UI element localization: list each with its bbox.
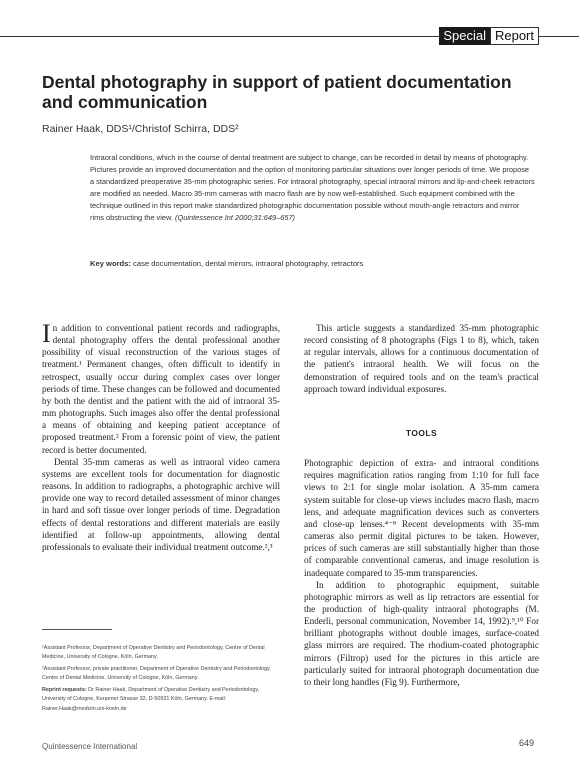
journal-name: Quintessence International [42, 742, 138, 751]
paragraph-cameras: Dental 35-mm cameras as well as intraoral video camera systems are excellent tools for documentation for diagnostic reasons. In addition to radiographs, a photographic archive will provide one way to record detailed assessment of minor changes in hard and soft tissue over longer periods of time. Degradation effects of dental restorations and different materials are easily identified at follow-up appointments, allowing dental professionals to evaluate their individual treatment outcome.²,³ [42, 456, 280, 552]
abstract [90, 152, 535, 225]
page-number: 649 [519, 738, 535, 748]
body-column-left [42, 319, 280, 553]
reprint-requests [42, 686, 280, 713]
keywords-text: case documentation, dental mirrors, intraoral photography, retractors [130, 259, 364, 268]
section-heading-tools: TOOLS [405, 427, 438, 438]
paragraph-suggestion: This article suggests a standardized 35-mm photographic record consisting of 8 photographs (Figs 1 to 8), which, taken at regular intervals, allows for a continuous documentation of the patient's intraoral health. We will focus on the demonstration of required tools and on the team's practical approach toward individual exposures. [304, 323, 539, 394]
footnote-1: ¹Assistant Professor, Department of Operative Dentistry and Periodontology, Centre of Dental Medicine, University of Cologne, Köln, Germany. [42, 645, 265, 661]
paragraph-mirrors: In addition to photographic equipment, suitable photographic mirrors as well as lip retractors are essential for the production of high-quality intraoral photographs (M. Enderli, personal communication, November 14, 1992).⁹,¹⁰ For brilliant photographs without double images, surface-coated glass mirrors are required. The rhodium-coated photographic mirrors (Filtrop) used for the pictures in this article are particularly suited for intraoral photograph documentation due to their long handles (Fig 9). Furthermore, [304, 579, 539, 687]
article-title: Dental photography in support of patient documentation and communication [42, 72, 512, 112]
drop-cap: I [42, 319, 51, 348]
article-authors: Rainer Haak, DDS¹/Christof Schirra, DDS² [42, 123, 239, 135]
reprint-label: Reprint requests: [42, 687, 87, 694]
keywords [90, 259, 535, 268]
abstract-text: Intraoral conditions, which in the course of dental treatment are subject to change, can be recorded in detail by means of photography. Pictures provide an improved documentation and the option of monitoring particular situations over longer periods of time. We propose a standardized preoperative 35-mm photographic series. For intraoral photography, special intraoral mirrors and lip-and-cheek retractors are modified as needed. Macro 35-mm cameras with macro flash are by now well-established. Such equipment combined with the technique outlined in this report make standardized photographic documentation possible without mouth-angle retractors and mirror rims obstructing the view. [90, 153, 535, 223]
reprint-text: Dr Rainer Haak, Department of Operative Dentistry and Periodontology, University of Cologne, Kerpener Strasse 32, D-50931 Köln, Germany. E-mail: Rainer.Haak@medizin.uni-koeln.de [42, 687, 260, 712]
section-tag [439, 27, 539, 45]
footnotes [42, 644, 280, 717]
section-tag-special: Special [439, 27, 490, 45]
abstract-citation: (Quintessence Int 2000;31:649–657) [175, 213, 296, 223]
keywords-label: Key words: [90, 259, 131, 268]
body-column-right [304, 322, 539, 688]
paragraph-tools: Photographic depiction of extra- and intraoral conditions requires magnification ratios ranging from 1:10 for full face views to 2:1 for single molar isolation. A 35-mm camera system suitable for close-up views includes macro flash, macro lens, and adequate magnification devices such as converters and close-up lenses.⁴⁻⁸ Recent developments with 35-mm cameras also permit digital pictures to be taken. However, prices of such cameras are still substantially higher than those of comparable conventional cameras, and image resolution is inadequate compared to 35-mm transparencies. [304, 458, 539, 578]
footnote-2: ²Assistant Professor, private practitioner, Department of Operative Dentistry and Periodontology, Centre of Dental Medicine, University of Cologne, Köln, Germany. [42, 666, 271, 682]
footnote-rule [42, 629, 112, 630]
paragraph-intro-text: n addition to conventional patient records and radiographs, dental photography offers the dental professional another possibility of visual reconstruction of the various stages of treatment.¹ Permanent changes, often difficult to identify in retrospect, usually occur during complex cases over longer periods of time. These changes can be followed and documented by both the dentist and the patient with the aid of intraoral 35-mm photographs. Such images also offer the dental professional a means of obtaining and keeping patient acceptance of proposed treatment.² From a forensic point of view, the patient record is better documented. [42, 323, 280, 455]
section-tag-report: Report [490, 27, 539, 45]
paragraph-intro [42, 319, 280, 456]
